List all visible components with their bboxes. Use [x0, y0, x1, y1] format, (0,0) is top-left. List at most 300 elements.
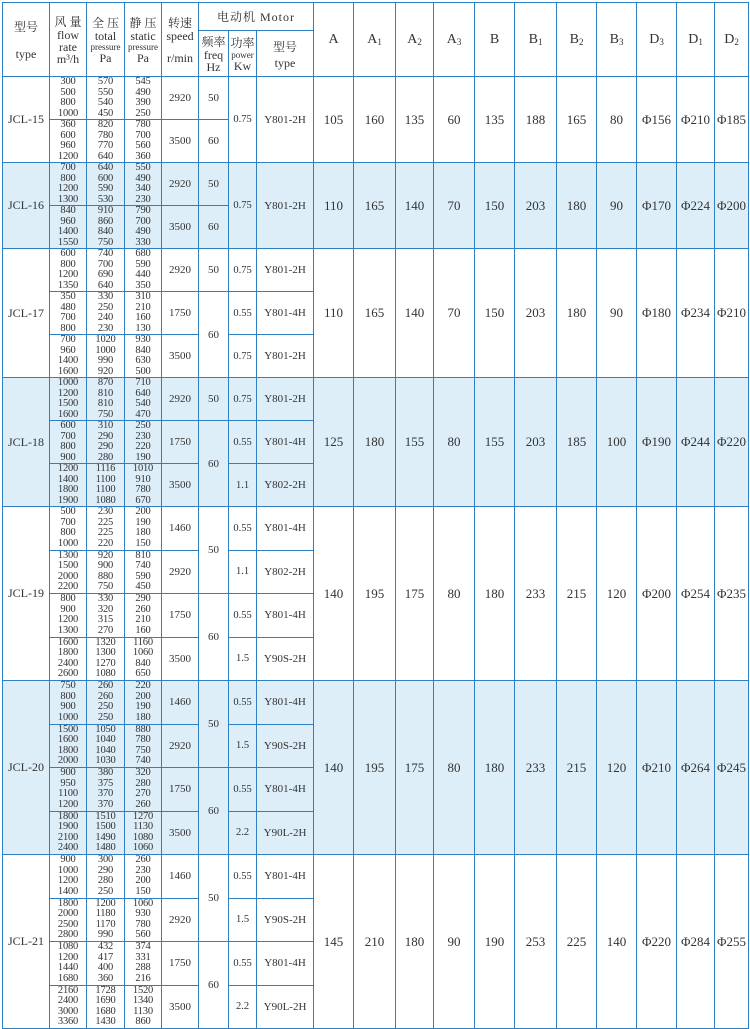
flow-rate-value: 1500 — [57, 724, 79, 735]
flow-rate — [50, 163, 87, 206]
dim-b1: 203 — [515, 163, 557, 249]
dim-d3: Φ220 — [637, 855, 677, 1029]
total-pressure — [87, 378, 125, 421]
static-pressure-value: 200 — [135, 506, 151, 518]
total-pressure-value: 290 — [97, 441, 114, 452]
motor-power: 0.75 — [229, 163, 257, 249]
static-pressure-value: 180 — [135, 527, 151, 539]
flow-rate — [50, 206, 87, 249]
flow-rate-value: 800 — [60, 527, 76, 539]
flow-rate-value: 2000 — [57, 570, 79, 582]
static-pressure-value: 560 — [135, 140, 151, 151]
motor-power: 0.55 — [229, 421, 257, 464]
flow-rate-value: 900 — [60, 603, 76, 615]
static-pressure — [125, 637, 162, 681]
total-pressure-value: 225 — [97, 527, 114, 539]
flow-rate — [50, 724, 87, 768]
speed: 1750 — [162, 768, 199, 812]
dim-d1: Φ254 — [677, 507, 715, 681]
flow-rate-value: 800 — [60, 690, 76, 702]
total-pressure-value: 260 — [97, 690, 114, 702]
flow-rate-value: 1080 — [57, 941, 79, 953]
header-dim-a1: $A_1$ — [354, 3, 396, 77]
static-pressure-value: 780 — [135, 734, 151, 746]
total-pressure-value: 1180 — [95, 908, 116, 920]
dim-a1: 160 — [354, 77, 396, 163]
static-pressure-value: 230 — [135, 864, 151, 876]
dim-b3: 140 — [597, 855, 637, 1029]
total-pressure-value: 432 — [97, 941, 114, 953]
static-pressure-value: 320 — [135, 767, 151, 779]
motor-type: Y801-2H — [257, 249, 314, 292]
motor-type: Y801-2H — [257, 163, 314, 249]
motor-type: Y90S-2H — [257, 898, 314, 942]
static-pressure-value: 1160 — [133, 637, 153, 648]
dim-a2: 180 — [396, 855, 434, 1029]
dim-a2: 155 — [396, 378, 434, 507]
flow-rate-value: 1100 — [58, 788, 78, 800]
flow-rate-value: 800 — [60, 322, 76, 334]
flow-rate-value: 1200 — [57, 150, 79, 162]
total-pressure — [87, 855, 125, 899]
static-pressure-value: 160 — [135, 312, 151, 323]
total-pressure-value: 640 — [97, 150, 114, 162]
static-pressure-value: 160 — [135, 624, 151, 636]
flow-rate-value: 1200 — [57, 875, 79, 887]
total-pressure-value: 230 — [97, 322, 114, 334]
header-speed: 转速 speed r/min — [162, 3, 199, 77]
total-pressure — [87, 985, 125, 1029]
table-row — [3, 681, 749, 725]
dim-b1: 188 — [515, 77, 557, 163]
static-pressure-value: 220 — [135, 680, 151, 692]
flow-rate-value: 500 — [60, 506, 76, 518]
static-pressure-value: 331 — [135, 951, 151, 963]
dim-a: 110 — [314, 249, 354, 378]
speed: 3500 — [162, 206, 199, 249]
motor-type: Y801-4H — [257, 421, 314, 464]
static-pressure — [125, 898, 162, 942]
frequency: 50 — [199, 163, 229, 206]
flow-rate-value: 2160 — [57, 985, 79, 996]
dim-a1: 165 — [354, 249, 396, 378]
speed: 1750 — [162, 942, 199, 986]
flow-rate-value: 1900 — [57, 821, 79, 833]
model-type: JCL-21 — [3, 855, 50, 1029]
dim-a2: 175 — [396, 507, 434, 681]
dim-d1: Φ244 — [677, 378, 715, 507]
speed: 3500 — [162, 811, 199, 855]
total-pressure — [87, 724, 125, 768]
static-pressure-value: 270 — [135, 788, 151, 800]
header-type: 型号 type — [3, 3, 50, 77]
static-pressure-value: 490 — [135, 86, 151, 98]
flow-rate-value: 1300 — [57, 550, 79, 561]
flow-rate-value: 1600 — [57, 734, 79, 746]
static-pressure-value: 250 — [135, 107, 151, 119]
frequency: 60 — [199, 942, 229, 1029]
static-pressure-value: 500 — [135, 365, 151, 377]
static-pressure-value: 930 — [135, 908, 151, 920]
flow-rate-value: 2800 — [57, 929, 79, 941]
total-pressure-value: 840 — [97, 226, 114, 237]
dim-d2: Φ185 — [715, 77, 749, 163]
dim-b: 135 — [475, 77, 515, 163]
header-dim-d1: $D_1$ — [677, 3, 715, 77]
motor-type: Y801-4H — [257, 768, 314, 812]
flow-rate-value: 480 — [60, 301, 76, 313]
static-pressure-value: 640 — [135, 387, 151, 399]
static-pressure-value: 1270 — [132, 811, 154, 822]
speed: 2920 — [162, 163, 199, 206]
dim-a: 145 — [314, 855, 354, 1029]
flow-rate-value: 350 — [60, 291, 76, 302]
table-header — [3, 3, 749, 77]
static-pressure-value: 840 — [135, 344, 151, 356]
total-pressure-value: 740 — [97, 248, 114, 259]
dim-a2: 135 — [396, 77, 434, 163]
static-pressure-value: 220 — [135, 441, 151, 452]
flow-rate — [50, 681, 87, 725]
static-pressure-value: 230 — [135, 430, 151, 442]
total-pressure-value: 1100 — [95, 473, 116, 485]
flow-rate — [50, 421, 87, 464]
static-pressure-value: 1060 — [132, 898, 154, 909]
total-pressure-value: 920 — [97, 365, 114, 377]
total-pressure-value: 260 — [97, 680, 114, 692]
flow-rate-value: 1200 — [57, 798, 79, 810]
static-pressure — [125, 335, 162, 378]
total-pressure-value: 900 — [97, 560, 114, 572]
dim-a3: 80 — [434, 507, 475, 681]
total-pressure-value: 690 — [97, 269, 114, 280]
total-pressure-value: 1080 — [95, 668, 116, 680]
motor-power: 0.55 — [229, 594, 257, 638]
dim-a1: 180 — [354, 378, 396, 507]
total-pressure-value: 990 — [97, 929, 114, 941]
static-pressure — [125, 768, 162, 812]
static-pressure — [125, 724, 162, 768]
flow-rate-value: 2500 — [57, 918, 79, 930]
static-pressure — [125, 507, 162, 551]
dim-b1: 233 — [515, 507, 557, 681]
flow-rate-value: 2000 — [57, 908, 79, 920]
flow-rate — [50, 550, 87, 594]
flow-rate — [50, 77, 87, 120]
total-pressure-value: 230 — [97, 506, 114, 518]
header-dim-b2: $B_2$ — [557, 3, 597, 77]
flow-rate-value: 2200 — [57, 581, 79, 593]
dim-d3: Φ190 — [637, 378, 677, 507]
static-pressure-value: 150 — [135, 885, 151, 897]
motor-power: 0.55 — [229, 768, 257, 812]
motor-type: Y90L-2H — [257, 811, 314, 855]
flow-rate-value: 900 — [60, 767, 76, 779]
dim-b: 190 — [475, 855, 515, 1029]
static-pressure-value: 680 — [135, 248, 151, 259]
flow-rate-value: 800 — [60, 172, 76, 184]
motor-power: 1.1 — [229, 550, 257, 594]
static-pressure-value: 1010 — [132, 463, 154, 474]
total-pressure-value: 1480 — [95, 842, 116, 854]
total-pressure-value: 370 — [97, 788, 114, 800]
dim-b3: 90 — [597, 249, 637, 378]
static-pressure-value: 550 — [135, 162, 151, 173]
flow-rate-value: 840 — [60, 205, 76, 216]
flow-rate — [50, 249, 87, 292]
static-pressure-value: 780 — [135, 119, 151, 130]
dim-d3: Φ200 — [637, 507, 677, 681]
total-pressure-value: 1680 — [95, 1005, 116, 1017]
static-pressure-value: 780 — [135, 918, 151, 930]
motor-power: 0.55 — [229, 507, 257, 551]
static-pressure-value: 1080 — [132, 831, 154, 843]
dim-b3: 100 — [597, 378, 637, 507]
total-pressure-value: 860 — [97, 215, 114, 227]
total-pressure-value: 320 — [97, 603, 114, 615]
speed: 1460 — [162, 507, 199, 551]
dim-b3: 120 — [597, 681, 637, 855]
motor-power: 0.75 — [229, 77, 257, 163]
speed: 1460 — [162, 681, 199, 725]
total-pressure — [87, 421, 125, 464]
frequency: 60 — [199, 768, 229, 855]
flow-rate-value: 1000 — [57, 377, 79, 388]
model-type: JCL-20 — [3, 681, 50, 855]
dim-d2: Φ200 — [715, 163, 749, 249]
flow-rate-value: 1200 — [57, 951, 79, 963]
flow-rate-value: 2400 — [57, 995, 79, 1007]
total-pressure-value: 1100 — [95, 484, 116, 495]
dim-a3: 70 — [434, 249, 475, 378]
dim-a1: 210 — [354, 855, 396, 1029]
dim-b3: 120 — [597, 507, 637, 681]
flow-rate-value: 1800 — [57, 647, 79, 659]
table-row — [3, 249, 749, 292]
motor-power: 0.75 — [229, 378, 257, 421]
frequency: 60 — [199, 421, 229, 507]
flow-rate-value: 360 — [60, 119, 76, 130]
model-type: JCL-18 — [3, 378, 50, 507]
static-pressure-value: 1520 — [132, 985, 154, 996]
header-power: 功率 power Kw — [229, 31, 257, 77]
table-row — [3, 507, 749, 551]
total-pressure-value: 1300 — [95, 647, 116, 659]
static-pressure — [125, 855, 162, 899]
static-pressure-value: 200 — [135, 690, 151, 702]
flow-rate-value: 1800 — [57, 811, 79, 822]
flow-rate — [50, 464, 87, 507]
dim-d3: Φ170 — [637, 163, 677, 249]
total-pressure-value: 550 — [97, 86, 114, 98]
static-pressure-value: 230 — [135, 193, 151, 205]
total-pressure-value: 540 — [97, 97, 114, 108]
dim-b2: 185 — [557, 378, 597, 507]
total-pressure-value: 250 — [97, 885, 114, 897]
dim-d3: Φ210 — [637, 681, 677, 855]
total-pressure-value: 1200 — [95, 898, 116, 909]
speed: 3500 — [162, 335, 199, 378]
dim-b2: 225 — [557, 855, 597, 1029]
static-pressure-value: 700 — [135, 129, 151, 141]
flow-rate-value: 1300 — [57, 193, 79, 205]
total-pressure-value: 450 — [97, 107, 114, 119]
total-pressure-value: 417 — [97, 951, 114, 963]
flow-rate-value: 1680 — [57, 972, 79, 984]
motor-type: Y801-2H — [257, 77, 314, 163]
total-pressure-value: 880 — [97, 570, 114, 582]
dim-d1: Φ234 — [677, 249, 715, 378]
header-dim-b: B — [475, 3, 515, 77]
static-pressure — [125, 378, 162, 421]
total-pressure-value: 700 — [97, 258, 114, 270]
static-pressure-value: 740 — [135, 755, 151, 767]
table-row — [3, 77, 749, 120]
flow-rate-value: 1500 — [57, 560, 79, 572]
dim-a3: 90 — [434, 855, 475, 1029]
dim-d2: Φ255 — [715, 855, 749, 1029]
flow-rate-value: 1440 — [57, 962, 79, 974]
total-pressure — [87, 77, 125, 120]
total-pressure-value: 750 — [97, 236, 114, 248]
total-pressure-value: 810 — [97, 387, 114, 399]
flow-rate-value: 3000 — [57, 1005, 79, 1017]
flow-rate — [50, 335, 87, 378]
dim-b: 180 — [475, 507, 515, 681]
static-pressure-value: 1060 — [132, 842, 154, 854]
flow-rate-value: 2600 — [57, 668, 79, 680]
total-pressure-value: 270 — [97, 624, 114, 636]
total-pressure-value: 360 — [97, 972, 114, 984]
static-pressure-value: 1130 — [133, 821, 153, 833]
flow-rate — [50, 637, 87, 681]
header-dim-a2: $A_2$ — [396, 3, 434, 77]
total-pressure-value: 1040 — [95, 744, 116, 756]
flow-rate-value: 900 — [60, 451, 76, 463]
flow-rate-value: 1000 — [57, 537, 79, 549]
flow-rate-value: 1200 — [57, 463, 79, 474]
speed: 1750 — [162, 594, 199, 638]
header-dim-d3: $D_3$ — [637, 3, 677, 77]
flow-rate-value: 900 — [60, 854, 76, 866]
header-dim-d2: $D_2$ — [715, 3, 749, 77]
motor-type: Y801-4H — [257, 681, 314, 725]
total-pressure-value: 590 — [97, 183, 114, 194]
total-pressure-value: 820 — [97, 119, 114, 130]
static-pressure — [125, 163, 162, 206]
total-pressure-value: 1030 — [95, 755, 116, 767]
flow-rate-value: 1000 — [57, 107, 79, 119]
flow-rate-value: 1000 — [57, 864, 79, 876]
static-pressure-value: 910 — [135, 473, 151, 485]
speed: 3500 — [162, 637, 199, 681]
total-pressure — [87, 898, 125, 942]
flow-rate-value: 1400 — [57, 355, 79, 366]
fan-spec-table — [2, 2, 749, 1029]
flow-rate — [50, 898, 87, 942]
dim-a3: 70 — [434, 163, 475, 249]
static-pressure-value: 330 — [135, 236, 151, 248]
dim-a1: 195 — [354, 507, 396, 681]
flow-rate-value: 1800 — [57, 898, 79, 909]
model-type: JCL-19 — [3, 507, 50, 681]
static-pressure — [125, 421, 162, 464]
dim-a1: 165 — [354, 163, 396, 249]
total-pressure-value: 250 — [97, 301, 114, 313]
total-pressure — [87, 206, 125, 249]
total-pressure — [87, 681, 125, 725]
dim-a: 140 — [314, 681, 354, 855]
motor-type: Y801-4H — [257, 594, 314, 638]
static-pressure-value: 374 — [135, 941, 151, 953]
motor-type: Y802-2H — [257, 464, 314, 507]
dim-b: 155 — [475, 378, 515, 507]
flow-rate-value: 2100 — [57, 831, 79, 843]
total-pressure-value: 1270 — [95, 657, 116, 669]
total-pressure-value: 1430 — [95, 1016, 116, 1028]
static-pressure-value: 360 — [135, 150, 151, 162]
dim-d2: Φ235 — [715, 507, 749, 681]
static-pressure-value: 630 — [135, 355, 151, 366]
dim-a: 140 — [314, 507, 354, 681]
total-pressure-value: 330 — [97, 291, 114, 302]
static-pressure — [125, 464, 162, 507]
static-pressure-value: 310 — [135, 291, 151, 302]
flow-rate-value: 1400 — [57, 473, 79, 485]
static-pressure — [125, 811, 162, 855]
static-pressure-value: 710 — [135, 377, 151, 388]
total-pressure — [87, 550, 125, 594]
header-freq: 频率 freq Hz — [199, 31, 229, 77]
flow-rate-value: 900 — [60, 701, 76, 713]
dim-d1: Φ264 — [677, 681, 715, 855]
motor-type: Y801-4H — [257, 507, 314, 551]
dim-a: 110 — [314, 163, 354, 249]
dim-d1: Φ210 — [677, 77, 715, 163]
motor-power: 1.5 — [229, 898, 257, 942]
static-pressure-value: 670 — [135, 494, 151, 506]
static-pressure-value: 750 — [135, 744, 151, 756]
static-pressure-value: 560 — [135, 929, 151, 941]
flow-rate-value: 300 — [60, 76, 76, 87]
static-pressure-value: 130 — [135, 322, 151, 334]
flow-rate-value: 700 — [60, 162, 76, 173]
flow-rate-value: 950 — [60, 777, 76, 789]
static-pressure-value: 440 — [135, 269, 151, 280]
static-pressure-value: 180 — [135, 711, 151, 723]
frequency: 50 — [199, 77, 229, 120]
static-pressure-value: 200 — [135, 875, 151, 887]
flow-rate-value: 1200 — [57, 269, 79, 280]
static-pressure-value: 810 — [135, 550, 151, 561]
motor-type: Y90S-2H — [257, 637, 314, 681]
dim-d2: Φ245 — [715, 681, 749, 855]
frequency: 50 — [199, 249, 229, 292]
total-pressure-value: 1170 — [95, 918, 116, 930]
motor-type: Y801-4H — [257, 855, 314, 899]
total-pressure-value: 1510 — [95, 811, 116, 822]
flow-rate-value: 750 — [60, 680, 76, 692]
total-pressure-value: 370 — [97, 798, 114, 810]
dim-b1: 233 — [515, 681, 557, 855]
total-pressure — [87, 249, 125, 292]
header-flow: 风 量 flow rate m³/h — [50, 3, 87, 77]
speed: 2920 — [162, 898, 199, 942]
static-pressure-value: 1340 — [132, 995, 154, 1007]
static-pressure — [125, 120, 162, 163]
static-pressure-value: 450 — [135, 581, 151, 593]
total-pressure-value: 280 — [97, 451, 114, 463]
